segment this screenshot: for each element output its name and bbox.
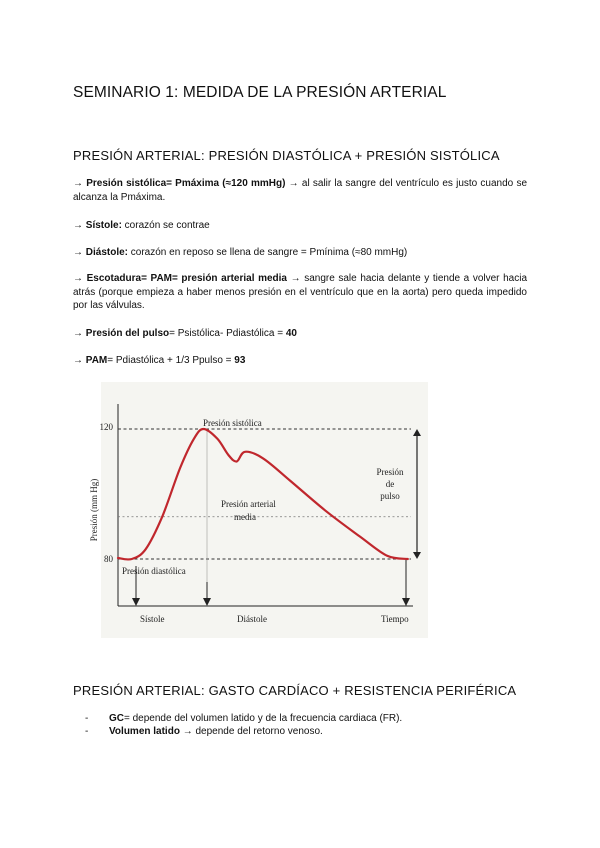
label-diastolic: Presión diastólica — [122, 566, 186, 576]
blood-pressure-svg — [89, 382, 428, 638]
text: = Psistólica- Pdiastólica = — [169, 328, 286, 339]
x-label-sistole: Sístole — [140, 614, 165, 624]
text: → sangre sale hacia delante y tiende a volver hacia atrás (porque empieza a haber menos presión en el ventrículo que en la aorta) pero queda impedido por las válvulas. — [73, 273, 528, 311]
label-pulse-1: Presión — [376, 467, 404, 477]
text: corazón se contrae — [121, 220, 210, 231]
bullet-text: = depende del volumen latido y de la frecuencia cardiaca (FR). — [124, 713, 403, 724]
blood-pressure-chart — [89, 382, 428, 638]
arrow: → — [73, 247, 86, 258]
paragraph-pulse-pressure — [73, 327, 527, 341]
bullet-dash: - — [85, 726, 89, 737]
tiempo-arrow — [402, 560, 410, 606]
x-label-diastole: Diástole — [237, 614, 267, 624]
y-tick-120: 120 — [99, 422, 113, 432]
label-systolic: Presión sistólica — [203, 418, 262, 428]
term-pulse-pressure: Presión del pulso — [85, 328, 170, 339]
value-pulse-pressure: 40 — [285, 328, 297, 339]
label-pulse-3: pulso — [380, 491, 400, 501]
text: = Pdiastólica + 1/3 Ppulso = — [107, 355, 235, 366]
y-tick-80: 80 — [104, 554, 113, 564]
y-axis-label: Presión (mm Hg) — [89, 478, 99, 542]
list-item — [85, 712, 402, 725]
x-label-tiempo: Tiempo — [381, 614, 409, 624]
arrow: → — [73, 355, 86, 366]
diastole-arrow — [203, 582, 211, 606]
document-title: SEMINARIO 1: MEDIDA DE LA PRESIÓN ARTERIAL — [73, 84, 447, 101]
pulse-pressure-arrow — [413, 429, 421, 559]
arrow: → — [73, 328, 86, 339]
list-item — [85, 725, 402, 738]
section-heading-cardiac-output: PRESIÓN ARTERIAL: GASTO CARDÍACO + RESISTENCIA PERIFÉRICA — [73, 683, 517, 698]
paragraph-systolic-pressure — [73, 177, 527, 204]
term-pam-short: PAM — [85, 355, 108, 366]
text: corazón en reposo se llena de sangre = Pmínima (≈80 mmHg) — [128, 247, 408, 258]
paragraph-systole — [73, 219, 527, 233]
term-systolic: Presión sistólica= Pmáxima (≈120 mmHg) — [86, 178, 286, 189]
bullet-dash: - — [85, 713, 89, 724]
bullet-text: → depende del retorno venoso. — [179, 726, 323, 737]
label-mean-1: Presión arterial — [221, 499, 276, 509]
text: → al salir la sangre del ventrículo es justo cuando se alcanza la Pmáxima. — [73, 178, 528, 203]
pressure-curve — [118, 429, 408, 560]
paragraph-escotadura — [73, 272, 527, 313]
arrow: → — [73, 220, 86, 231]
paragraph-diastole — [73, 246, 527, 260]
bullet-term: Volumen latido — [109, 726, 180, 737]
value-pam: 93 — [234, 355, 246, 366]
term-pam: Escotadura= PAM= presión arterial media — [86, 273, 287, 284]
label-pulse-2: de — [385, 479, 395, 489]
bullet-list — [85, 712, 402, 738]
term-systole: Sístole: — [85, 220, 122, 231]
label-mean-2: media — [234, 512, 256, 522]
term-diastole: Diástole: — [85, 247, 129, 258]
bullet-term: GC — [109, 713, 124, 724]
paragraph-pam-formula — [73, 354, 527, 368]
arrow: → — [73, 273, 87, 284]
arrow: → — [73, 178, 87, 189]
section-heading-diastolic-systolic: PRESIÓN ARTERIAL: PRESIÓN DIASTÓLICA + PRESIÓN SISTÓLICA — [73, 148, 500, 163]
